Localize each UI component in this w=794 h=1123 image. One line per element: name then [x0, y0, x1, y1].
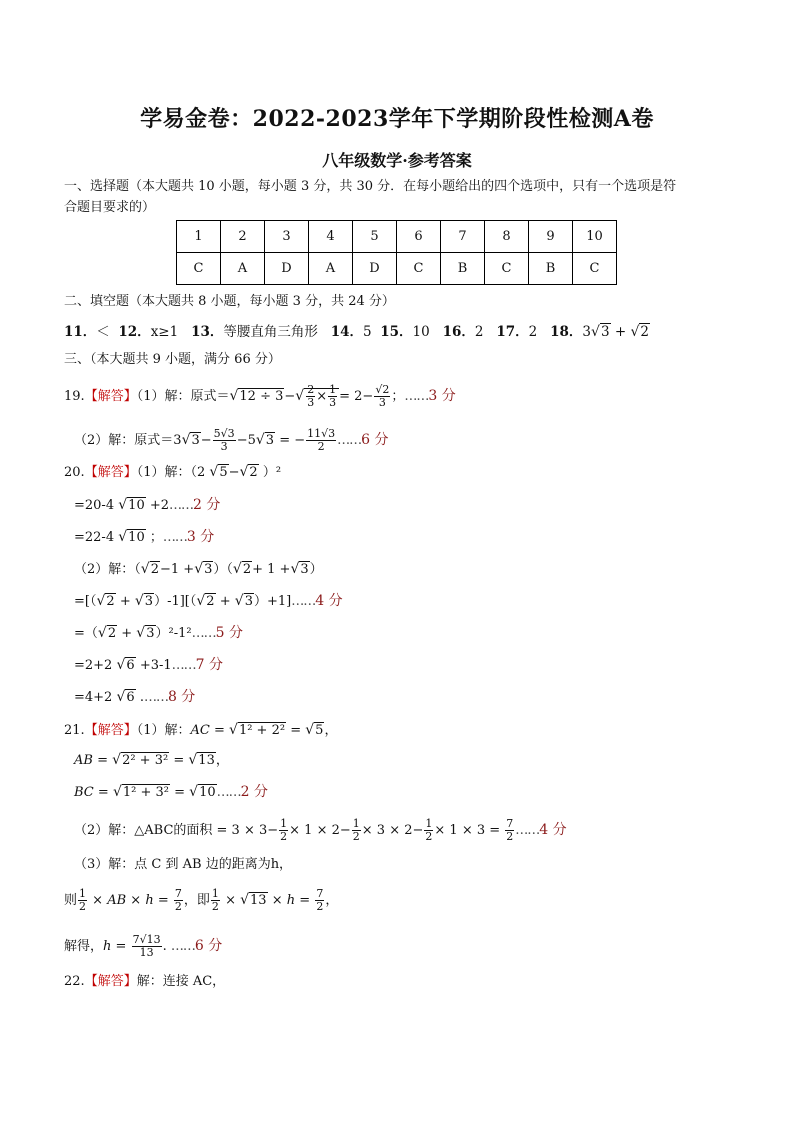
expr: =2+2 — [74, 658, 113, 673]
q21-line3: BC = √1² + 3² = √10……2 分 — [74, 784, 268, 800]
radicand: 2 — [242, 562, 252, 577]
q21-line6: 则 $\frac{1}{2}$ × AB × h = $\frac{7}{2}$ ，即 $\frac{1}{2}$ × √13 × h = $\frac{7}{2}$ ， — [64, 887, 339, 913]
answer-number: 10 — [573, 221, 617, 253]
q19-p2-label: （2）解：原式＝ — [74, 433, 174, 448]
q20-line6: =（√2 + √3）²-1²……5 分 — [74, 625, 243, 641]
radicand: 1² + 2² — [238, 723, 286, 738]
q19-p1-eq: = 2− — [339, 389, 374, 404]
score-dots: …… — [143, 690, 168, 705]
q21-number: 21. — [64, 723, 85, 738]
q19-part1: 19.【解答】（1）解：原式＝√12 ÷ 3−√ $\frac{2}{3}$ × $\frac{1}{3}$ = 2− $\frac{√2}{3}$ ；……3 分 — [64, 383, 456, 409]
q12-answer: x≥1 — [150, 324, 179, 340]
q20-line3: =22-4 √10 ；……3 分 — [74, 529, 215, 545]
frac-num: 1 — [425, 817, 433, 830]
expr: ）（ — [213, 562, 233, 577]
variable: h — [145, 893, 154, 908]
expr: ， — [215, 753, 229, 768]
q21-line4 — [74, 818, 567, 843]
eq: = — [173, 753, 185, 768]
radicand: 2² + 3² — [122, 753, 169, 768]
q20-line8: =4+2 √6 .……8 分 — [74, 689, 196, 705]
answer-number: 9 — [529, 221, 573, 253]
expr: （2）解：△ABC的面积 = 3 × 3− — [74, 823, 279, 838]
expr: . — [139, 690, 144, 705]
frac-num: 1 — [211, 887, 219, 900]
q12-number: 12． — [118, 324, 151, 340]
score-dots: …… — [515, 823, 540, 838]
frac-den: 2 — [174, 900, 182, 913]
answer-choice: C — [177, 253, 221, 285]
expr: =20-4 — [74, 498, 115, 513]
frac-den: 2 — [425, 830, 433, 843]
score-dots: …… — [169, 498, 194, 513]
q11-answer: ＜ — [96, 324, 110, 340]
q18-number: 18． — [550, 324, 583, 340]
frac-num: 2 — [307, 383, 315, 396]
answer-number: 5 — [353, 221, 397, 253]
expr: + 1 + — [252, 562, 291, 577]
frac-num: √2 — [375, 383, 390, 396]
q19-p1-radicand: 12 ÷ 3 — [239, 389, 284, 404]
score-label: 6 分 — [194, 938, 223, 954]
eq: = — [299, 893, 311, 908]
q11-number: 11． — [64, 324, 97, 340]
expr: =[（ — [74, 594, 97, 609]
radicand: 2 — [249, 465, 258, 480]
score-label: 3 分 — [428, 388, 456, 404]
q20-tag: 【解答】 — [84, 465, 137, 480]
frac-num: 7 — [506, 817, 514, 830]
frac-num: 7 — [174, 887, 182, 900]
frac-den: 2 — [506, 830, 514, 843]
expr: ）+1] — [253, 594, 292, 609]
frac-num: 1 — [280, 817, 288, 830]
expr: =4+2 — [74, 690, 113, 705]
radicand: 5 — [315, 723, 324, 738]
radicand: 13 — [250, 893, 267, 908]
eq: = — [213, 723, 225, 738]
expr: −1 + — [159, 562, 195, 577]
q21-line5: （3）解：点 C 到 AB 边的距离为h， — [74, 857, 293, 872]
q20-line1: 20.【解答】（1）解：（2 √5−√2 ）² — [64, 464, 282, 480]
frac-den: 2 — [280, 830, 288, 843]
expr: × 1 × 2− — [289, 823, 351, 838]
frac-den: 2 — [316, 900, 324, 913]
expr: ） — [309, 562, 323, 577]
variable: h — [103, 939, 112, 954]
q19-number: 19. — [64, 389, 85, 404]
expr: +2 — [149, 498, 170, 513]
variable: h — [286, 893, 296, 908]
frac-den: 3 — [378, 396, 386, 409]
fill-answers-line: 11．＜ 12．x≥1 13．等腰直角三角形 14．5 15．10 16．2 17．2 18．3√3 + √2 — [64, 324, 649, 340]
radicand: 3 — [146, 626, 155, 641]
variable: AB — [74, 753, 93, 768]
q20-number: 20. — [64, 465, 85, 480]
q22-number: 22. — [64, 974, 85, 989]
score-label: 7 分 — [195, 657, 223, 673]
expr: ， — [325, 893, 339, 908]
answer-choice: B — [529, 253, 573, 285]
expr: × 3 × 2− — [361, 823, 424, 838]
score-dots: …… — [171, 658, 196, 673]
q20-l1: （1）解：（2 — [136, 465, 206, 480]
q20-line5: =[（√2 + √3）-1][（√2 + √3）+1]……4 分 — [74, 593, 343, 609]
section1-heading-line1: 一、选择题（本大题共 10 小题，每小题 3 分，共 30 分．在每小题给出的四个选项中，只有一个选项是符 — [64, 179, 677, 194]
q16-answer: 2 — [474, 324, 484, 340]
score-label: 4 分 — [539, 822, 567, 838]
q21-line7 — [64, 934, 222, 959]
q20-line2: =20-4 √10 +2……2 分 — [74, 497, 221, 513]
variable: AC — [190, 723, 210, 738]
q22-text: 解：连接 AC， — [136, 974, 226, 989]
frac-num: 5√3 — [213, 427, 235, 440]
frac-den: 13 — [139, 946, 154, 959]
q13-number: 13． — [191, 324, 224, 340]
score-label: 2 分 — [193, 497, 221, 513]
q19-p1-label: （1）解：原式＝ — [136, 389, 230, 404]
answer-choice: D — [265, 253, 309, 285]
frac-den: 3 — [220, 440, 228, 453]
answer-choice: B — [441, 253, 485, 285]
answer-choice: C — [573, 253, 617, 285]
q14-answer: 5 — [363, 324, 372, 340]
q21-tag: 【解答】 — [84, 723, 137, 738]
answer-number: 6 — [397, 221, 441, 253]
page-subtitle: 八年级数学·参考答案 — [322, 151, 472, 170]
answer-number: 4 — [309, 221, 353, 253]
q19-p2-coef: 3 — [173, 433, 182, 448]
score-dots: …… — [291, 594, 316, 609]
q13-answer: 等腰直角三角形 — [223, 324, 318, 340]
q19-p1-times: × — [316, 389, 328, 404]
score-label: 2 分 — [240, 784, 268, 800]
score-dots: …… — [162, 530, 187, 545]
score-label: 3 分 — [186, 529, 215, 545]
expr: 解得， — [64, 939, 104, 954]
radicand: 3 — [204, 562, 213, 577]
expr: ； — [149, 530, 163, 545]
q15-number: 15． — [380, 324, 413, 340]
expr: ）-1][（ — [154, 594, 197, 609]
score-dots: …… — [404, 389, 429, 404]
answer-choice: D — [353, 253, 397, 285]
times: × — [92, 893, 104, 908]
q18-plus: + — [614, 324, 627, 340]
frac-den: 2 — [79, 900, 87, 913]
q19-p1-end: ； — [391, 389, 405, 404]
radicand: 2 — [107, 626, 117, 641]
radicand: 13 — [198, 753, 215, 768]
q20-line7: =2+2 √6 +3-1……7 分 — [74, 657, 223, 673]
q19-p2-b: −5 — [236, 433, 256, 448]
q21-line1: 21.【解答】（1）解：AC = √1² + 2² = √5， — [64, 722, 338, 738]
frac-num: 11√3 — [307, 427, 336, 440]
plus: + — [219, 594, 231, 609]
radicand: 6 — [126, 690, 135, 705]
eq: = — [115, 939, 127, 954]
expr: × 1 × 3 = — [434, 823, 501, 838]
q19-part2: （2）解：原式＝3√3− $\frac{5√3}{3}$ −5√3 = − $\frac{11√3}{2}$ ……6 分 — [74, 427, 389, 453]
page-title: 学易金卷：2022-2023学年下学期阶段性检测A卷 — [140, 106, 654, 132]
frac-den: 2 — [317, 440, 325, 453]
frac-num: 1 — [352, 817, 360, 830]
q18-coef: 3 — [582, 324, 592, 340]
answer-table-answers-row — [177, 253, 617, 285]
section3-heading: 三、（本大题共 9 小题，满分 66 分） — [64, 352, 281, 367]
radicand: 1² + 3² — [122, 785, 169, 800]
expr: （1）解： — [136, 723, 191, 738]
q17-number: 17． — [496, 324, 529, 340]
score-label: 4 分 — [315, 593, 343, 609]
score-label: 8 分 — [167, 689, 196, 705]
score-label: 5 分 — [215, 625, 243, 641]
score-dots: …… — [170, 939, 195, 954]
q19-p2-eq: = − — [279, 433, 306, 448]
frac-num: 7 — [316, 887, 324, 900]
frac-num: 7√13 — [132, 933, 161, 946]
frac-num: 1 — [79, 887, 87, 900]
answer-number: 8 — [485, 221, 529, 253]
eq: = — [157, 893, 169, 908]
expr: （2）解：（ — [74, 562, 141, 577]
times: × — [225, 893, 236, 908]
answer-choice: A — [309, 253, 353, 285]
frac-num: 1 — [329, 383, 337, 396]
radicand: 3 — [144, 594, 154, 609]
answer-number: 1 — [177, 221, 221, 253]
answer-choice: C — [485, 253, 529, 285]
q22-tag: 【解答】 — [84, 974, 137, 989]
radicand: 2 — [106, 594, 115, 609]
q19-p1-minus: − — [284, 389, 296, 404]
variable: BC — [74, 785, 94, 800]
q15-answer: 10 — [412, 324, 430, 340]
score-dots: …… — [216, 785, 241, 800]
answer-choice: C — [397, 253, 441, 285]
q18-radicand-2: 2 — [640, 324, 649, 340]
answer-choice: A — [221, 253, 265, 285]
q19-tag: 【解答】 — [84, 389, 137, 404]
q14-number: 14． — [330, 324, 364, 340]
radicand: 2 — [206, 594, 215, 609]
expr: . — [162, 939, 167, 954]
frac-den: 2 — [211, 900, 219, 913]
q19-p2-radicand-2: 3 — [265, 433, 275, 448]
expr: =22-4 — [74, 530, 115, 545]
frac-den: 3 — [307, 396, 315, 409]
answer-number: 2 — [221, 221, 265, 253]
q21-line2: AB = √2² + 3² = √13， — [74, 752, 229, 768]
score-dots: …… — [337, 433, 362, 448]
plus: + — [119, 594, 131, 609]
answer-number: 7 — [441, 221, 485, 253]
eq: = — [97, 753, 108, 768]
eq: = — [290, 723, 302, 738]
radicand: 3 — [300, 562, 309, 577]
radicand: 5 — [219, 465, 228, 480]
section1-heading-line2: 合题目要求的） — [64, 200, 156, 215]
score-dots: …… — [191, 626, 216, 641]
times: × — [130, 893, 142, 908]
variable: AB — [107, 893, 127, 908]
eq: = — [174, 785, 186, 800]
expr: =（ — [74, 626, 98, 641]
radicand: 6 — [126, 658, 135, 673]
radicand: 10 — [128, 530, 145, 545]
radicand: 10 — [199, 785, 216, 800]
expr: ，即 — [183, 893, 210, 908]
radicand: 2 — [150, 562, 159, 577]
score-label: 6 分 — [361, 432, 389, 448]
q22-line1 — [64, 973, 225, 991]
times: × — [271, 893, 283, 908]
expr: ， — [324, 723, 338, 738]
frac-den: 3 — [329, 396, 337, 409]
frac-den: 2 — [352, 830, 360, 843]
radicand: 3 — [244, 594, 253, 609]
q19-p2-minus: − — [200, 433, 212, 448]
q18-radicand-1: 3 — [600, 324, 610, 340]
answer-table-numbers-row — [177, 221, 617, 253]
radicand: 10 — [128, 498, 145, 513]
q19-p2-radicand: 3 — [191, 433, 200, 448]
q20-l1-end: ）² — [262, 465, 282, 480]
answer-table — [176, 220, 617, 285]
minus: − — [228, 465, 240, 480]
eq: = — [97, 785, 109, 800]
section2-heading: 二、填空题（本大题共 8 小题，每小题 3 分，共 24 分） — [64, 294, 395, 309]
q17-answer: 2 — [528, 324, 538, 340]
q16-number: 16． — [442, 324, 475, 340]
expr: +3-1 — [139, 658, 172, 673]
answer-number: 3 — [265, 221, 309, 253]
expr: ）²-1² — [155, 626, 192, 641]
q20-line4: （2）解：（√2−1 +√3）（√2+ 1 +√3） — [74, 561, 323, 577]
expr: 则 — [64, 893, 78, 908]
plus: + — [121, 626, 133, 641]
